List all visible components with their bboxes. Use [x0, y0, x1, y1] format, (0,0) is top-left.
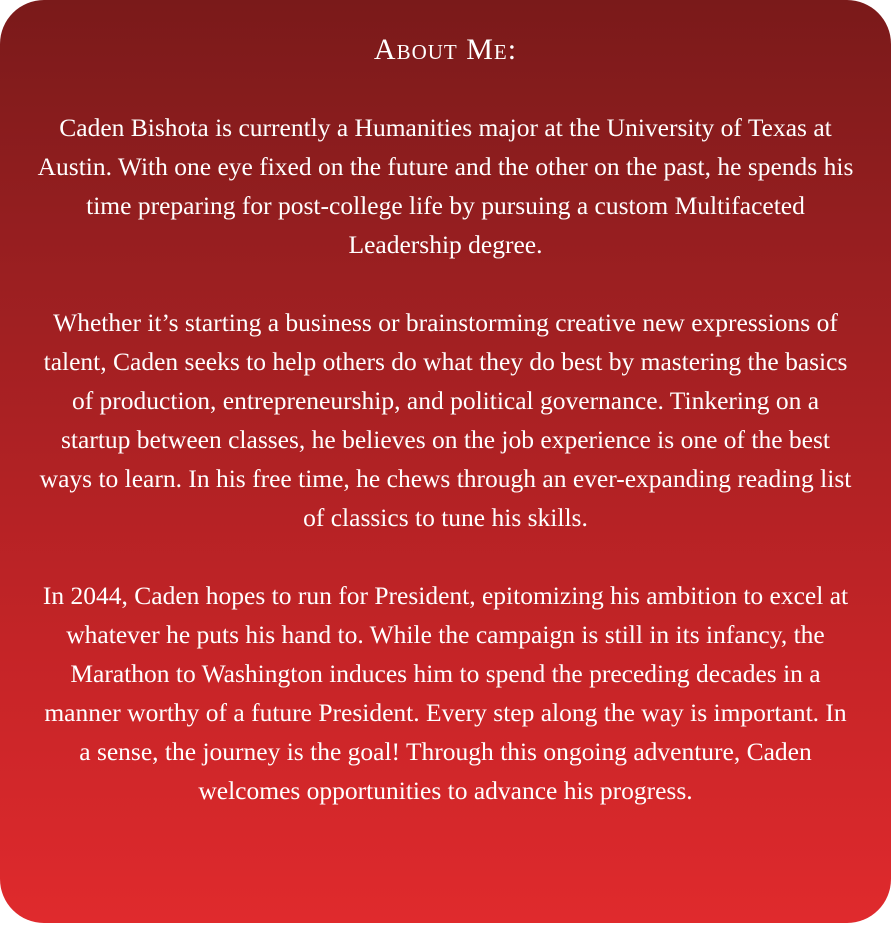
about-me-title: About Me: [373, 33, 518, 66]
about-paragraph-goals: Whether it’s starting a business or brainstorming creative new expressions of talent, Caden seeks to help others do what they do best by mastering the basics of production, entrepreneurship, and political governance. Tinkering on a startup between classes, he believes on the job experience is one of the best ways to learn. In his free time, he chews through an ever-expanding reading list of classics to tune his skills. [39, 308, 852, 532]
about-paragraph-ambition: In 2044, Caden hopes to run for President, epitomizing his ambition to excel at whatever he puts his hand to. While the campaign is still in its infancy, the Marathon to Washington induces him to spend the preceding decades in a manner worthy of a future President. Every step along the way is important. In a sense, the journey is the goal! Through this ongoing adventure, Caden welcomes opportunities to advance his progress. [42, 581, 849, 805]
about-paragraph-education: Caden Bishota is currently a Humanities major at the University of Texas at Austin. With one eye fixed on the future and the other on the past, he spends his time preparing for post-college life by pursuing a custom Multifaceted Leadership degree. [37, 113, 854, 259]
